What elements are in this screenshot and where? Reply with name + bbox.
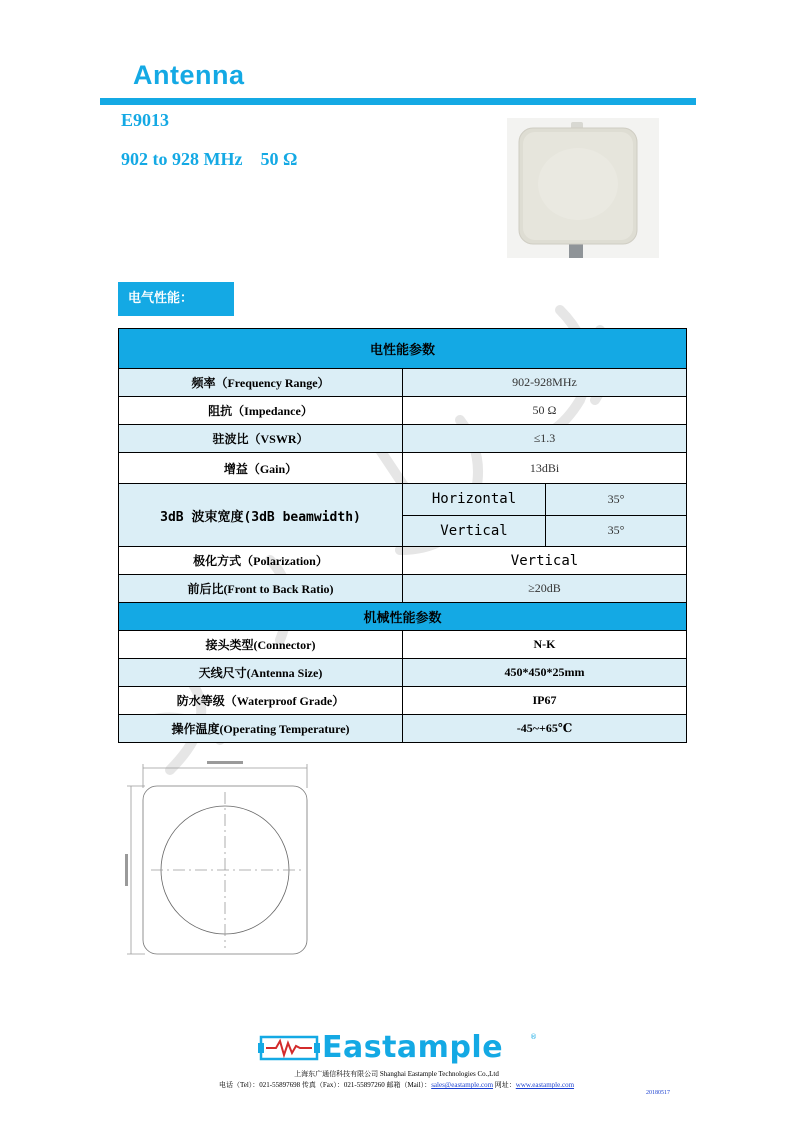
web-label: 网址： xyxy=(493,1081,516,1089)
product-photo xyxy=(507,118,659,258)
website-link[interactable]: www.eastample.com xyxy=(515,1081,575,1089)
beamwidth-vertical-value: 35° xyxy=(546,515,687,546)
row-value-connector: N-K xyxy=(403,631,687,659)
row-label-impedance: 阻抗（Impedance） xyxy=(119,397,403,425)
impedance-text: 50 Ω xyxy=(260,149,298,169)
row-label-vswr: 驻波比（VSWR） xyxy=(119,425,403,453)
logo-mark-icon xyxy=(258,1034,320,1062)
row-label-frequency: 频率（Frequency Range） xyxy=(119,369,403,397)
model-number: E9013 xyxy=(121,110,170,130)
row-label-front-back: 前后比(Front to Back Ratio) xyxy=(119,575,403,603)
beamwidth-vertical-label: Vertical xyxy=(403,515,546,546)
row-label-waterproof: 防水等级（Waterproof Grade） xyxy=(119,687,403,715)
document-date: 20180517 xyxy=(646,1090,670,1096)
mechanical-header: 机械性能参数 xyxy=(119,603,687,631)
beamwidth-horizontal-value: 35° xyxy=(546,484,687,515)
row-label-gain: 增益（Gain） xyxy=(119,453,403,484)
electrical-header: 电性能参数 xyxy=(119,329,687,369)
row-value-waterproof: IP67 xyxy=(403,687,687,715)
row-value-front-back: ≥20dB xyxy=(403,575,687,603)
beamwidth-horizontal-label: Horizontal xyxy=(403,484,546,515)
row-value-gain: 13dBi xyxy=(403,453,687,484)
row-label-polarization: 极化方式（Polarization） xyxy=(119,547,403,575)
spec-table xyxy=(118,328,687,743)
contact-tel-fax: 电话（Tel）：021-55897698 传真（Fax）：021-55897260 邮箱（Mail）： xyxy=(218,1081,432,1089)
company-name: 上海东广通信科技有限公司 Shanghai Eastample Technologies Co.,Ltd xyxy=(294,1070,499,1078)
section-label-electrical: 电气性能： xyxy=(118,282,234,316)
row-label-connector: 接头类型(Connector) xyxy=(119,631,403,659)
row-value-frequency: 902-928MHz xyxy=(403,369,687,397)
brand-name: Eastample xyxy=(322,1030,504,1065)
row-value-polarization: Vertical xyxy=(403,547,687,575)
row-value-vswr: ≤1.3 xyxy=(403,425,687,453)
frequency-text: 902 to 928 MHz xyxy=(121,149,243,169)
row-label-antenna-size: 天线尺寸(Antenna Size) xyxy=(119,659,403,687)
email-link[interactable]: sales@eastample.com xyxy=(431,1081,494,1089)
page-title: Antenna xyxy=(133,60,245,90)
dimension-drawing xyxy=(125,758,315,958)
frequency-impedance-line xyxy=(121,149,297,170)
beamwidth-values xyxy=(403,484,687,547)
row-label-temperature: 操作温度(Operating Temperature) xyxy=(119,715,403,743)
contact-line xyxy=(0,1080,793,1090)
row-label-beamwidth: 3dB 波束宽度(3dB beamwidth) xyxy=(119,484,403,547)
registered-mark: ® xyxy=(530,1033,537,1041)
row-value-antenna-size: 450*450*25mm xyxy=(403,659,687,687)
title-underline xyxy=(100,98,696,105)
row-value-impedance: 50 Ω xyxy=(403,397,687,425)
row-value-temperature: -45~+65℃ xyxy=(403,715,687,743)
